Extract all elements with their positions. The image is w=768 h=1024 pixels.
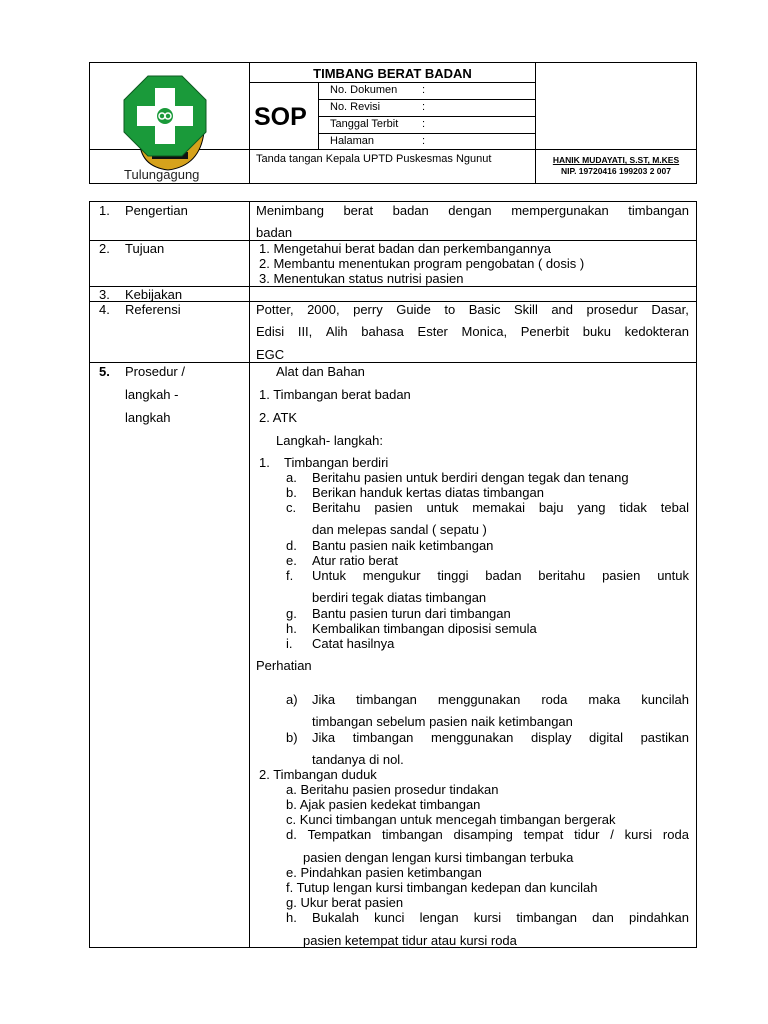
perhatian-heading: Perhatian [256, 658, 312, 673]
section-number: 3. [99, 287, 110, 302]
field-no-revisi: No. Revisi [330, 101, 381, 113]
section-label: Referensi [125, 302, 181, 317]
step-marker: b) [286, 730, 298, 745]
referensi-line: EGC [256, 347, 285, 362]
step-marker: a. [286, 470, 297, 485]
step-text: dan melepas sandal ( sepatu ) [312, 522, 487, 537]
step-text: tandanya di nol. [312, 752, 404, 767]
field-no-dokumen: No. Dokumen [330, 84, 398, 96]
duduk-title: 2. Timbangan duduk [259, 767, 377, 782]
tujuan-item: 1. Mengetahui berat badan dan perkembangannya [259, 241, 551, 256]
step-text: Kembalikan timbangan diposisi semula [312, 621, 537, 636]
step-marker: i. [286, 636, 293, 651]
list-number: 1. [259, 455, 270, 470]
step-text: Beritahu pasien untuk memakai baju yang tidak tebal [312, 500, 689, 515]
step-text: Bantu pasien naik ketimbangan [312, 538, 494, 553]
step-text: Catat hasilnya [312, 636, 395, 651]
referensi-line: Edisi III, Alih bahasa Ester Monica, Penerbit buku kedokteran [256, 324, 689, 339]
official-nip: NIP. 19720416 199203 2 007 [561, 166, 671, 176]
sop-label: SOP [254, 103, 307, 131]
step-text: Bantu pasien turun dari timbangan [312, 606, 511, 621]
signature-label: Tanda tangan Kepala UPTD Puskesmas Ngunut [256, 153, 492, 165]
step-marker: e. [286, 553, 297, 568]
section-label: Kebijakan [125, 287, 183, 302]
step-text: Jika timbangan menggunakan roda maka kuncilah [312, 692, 689, 707]
step-text: Jika timbangan menggunakan display digital pastikan [312, 730, 689, 745]
step-marker: f. [286, 568, 294, 583]
step-text: Atur ratio berat [312, 553, 398, 568]
official-name: HANIK MUDAYATI, S.ST, M.KES [552, 155, 680, 165]
step-marker: g. [286, 606, 297, 621]
step-text: timbangan sebelum pasien naik ketimbangan [312, 714, 573, 729]
step-text: g. Ukur berat pasien [286, 895, 404, 910]
field-sep: : [422, 101, 426, 113]
pengertian-line: badan [256, 225, 293, 240]
step-marker: a) [286, 692, 298, 707]
step-text: h. Bukalah kunci lengan kursi timbangan dan pindahkan [286, 910, 689, 925]
tujuan-item: 2. Membantu menentukan program pengobatan ( dosis ) [259, 256, 585, 271]
field-halaman: Halaman [330, 135, 375, 147]
document-title: TIMBANG BERAT BADAN [313, 66, 472, 81]
section-label: Prosedur / [125, 364, 185, 379]
step-marker: c. [286, 500, 297, 515]
field-sep: : [422, 84, 426, 96]
field-tanggal-terbit: Tanggal Terbit [330, 118, 399, 130]
step-marker: h. [286, 621, 297, 636]
step-text: c. Kunci timbangan untuk mencegah timbangan bergerak [286, 812, 616, 827]
langkah-heading: Langkah- langkah: [276, 433, 383, 448]
step-text: Untuk mengukur tinggi badan beritahu pasien untuk [312, 568, 689, 583]
tujuan-item: 3. Menentukan status nutrisi pasien [259, 271, 464, 286]
pengertian-line: Menimbang berat badan dengan mempergunakan timbangan [256, 203, 689, 218]
org-name: Tulungagung [124, 167, 200, 182]
referensi-line: Potter, 2000, perry Guide to Basic Skill and prosedur Dasar, [256, 302, 689, 317]
alat-item: 2. ATK [259, 410, 298, 425]
step-marker: d. [286, 538, 297, 553]
alat-heading: Alat dan Bahan [276, 364, 365, 379]
section-label: langkah - [125, 387, 179, 402]
step-text: a. Beritahu pasien prosedur tindakan [286, 782, 499, 797]
section-label: Pengertian [125, 203, 188, 218]
field-sep: : [422, 135, 426, 147]
step-text: d. Tempatkan timbangan disamping tempat tidur / kursi roda [286, 827, 689, 842]
step-text: berdiri tegak diatas timbangan [312, 590, 487, 605]
step-text: f. Tutup lengan kursi timbangan kedepan dan kuncilah [286, 880, 598, 895]
section-number: 1. [99, 203, 110, 218]
section-label: Tujuan [125, 241, 165, 256]
section-number: 5. [99, 364, 110, 379]
berdiri-title: Timbangan berdiri [284, 455, 389, 470]
step-text: e. Pindahkan pasien ketimbangan [286, 865, 482, 880]
step-text: Beritahu pasien untuk berdiri dengan tegak dan tenang [312, 470, 629, 485]
alat-item: 1. Timbangan berat badan [259, 387, 411, 402]
step-text: pasien dengan lengan kursi timbangan terbuka [303, 850, 574, 865]
section-number: 4. [99, 302, 110, 317]
field-sep: : [422, 118, 426, 130]
step-marker: b. [286, 485, 297, 500]
puskesmas-logo [118, 74, 213, 174]
step-text: Berikan handuk kertas diatas timbangan [312, 485, 544, 500]
step-text: b. Ajak pasien kedekat timbangan [286, 797, 481, 812]
section-label: langkah [125, 410, 171, 425]
section-number: 2. [99, 241, 110, 256]
step-text: pasien ketempat tidur atau kursi roda [303, 933, 517, 948]
